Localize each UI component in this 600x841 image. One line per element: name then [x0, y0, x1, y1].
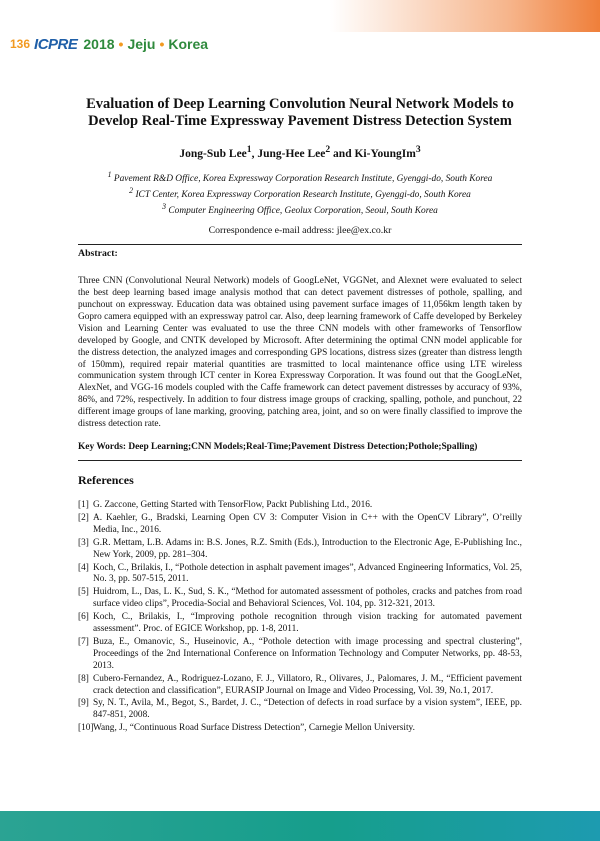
conference-logo: ICPRE	[34, 35, 78, 53]
affiliation-sup: 2	[129, 185, 134, 195]
keywords: Key Words: Deep Learning;CNN Models;Real-Time;Pavement Distress Detection;Pothole;Spalling)	[78, 441, 478, 452]
reference-item	[78, 563, 522, 587]
author-separator: and	[330, 147, 355, 160]
abstract-heading: Abstract:	[78, 248, 118, 260]
reference-number: [1]	[78, 499, 89, 510]
reference-number: [5]	[78, 587, 89, 598]
author-sup: 3	[415, 144, 421, 155]
reference-text: Cubero-Fernandez, A., Rodriguez-Lozano, F. J., Villatoro, R., Olivares, J., Palomares, J. M., “Efficient pavement crack detection and classification”, EURASIP Journal on Image and Video Processing, Vol. 39, No.1, 2017.	[93, 673, 522, 696]
references-heading: References	[78, 472, 134, 487]
reference-item	[78, 513, 522, 537]
reference-text: Buza, E., Omanovic, S., Huseinovic, A., “Pothole detection with image processing and spectral clustering”, Proceedings of the 2nd International Conference on Information Technology and Computer Networks, pp. 48-53, 2013.	[93, 636, 522, 671]
divider	[78, 244, 522, 245]
reference-text: Wang, J., “Continuous Road Surface Distress Detection”, Carnegie Mellon University.	[93, 723, 415, 734]
reference-item	[78, 538, 522, 562]
reference-number: [9]	[78, 698, 89, 709]
author-name: Jong-Sub Lee	[179, 147, 247, 160]
top-decorative-band	[0, 0, 600, 32]
conference-year: 2018	[83, 36, 115, 52]
reference-text: Koch, C., Brilakis, I., “Pothole detection in asphalt pavement images”, Advanced Engineering Informatics, Vol. 25, No. 3, pp. 507-515, 2011.	[93, 562, 522, 585]
author-separator: ,	[251, 147, 258, 160]
reference-item	[78, 674, 522, 698]
reference-text: A. Kaehler, G., Bradski, Learning Open CV 3: Computer Vision in C++ with the OpenCV Library”, O’reilly Media, Inc., 2016.	[93, 512, 522, 535]
reference-number: [2]	[78, 512, 89, 523]
author-list	[78, 144, 522, 160]
author-name: Ki-YoungIm	[354, 147, 416, 160]
paper-title	[78, 96, 522, 130]
affiliation-line	[78, 185, 522, 201]
reference-text: Koch, C., Brilakis, I., “Improving pothole recognition through vision tracking for automated pavement assessment”. Proc. of EGICE Workshop, pp. 1-8, 2011.	[93, 612, 522, 635]
conference-location-2: Korea	[168, 36, 209, 52]
page-number: 136	[10, 37, 31, 51]
reference-number: [4]	[78, 562, 89, 573]
paper-body	[78, 96, 522, 736]
reference-item	[78, 500, 522, 512]
reference-text: Sy, N. T., Avila, M., Begot, S., Bardet, J. C., “Detection of defects in road surface by a vision system”, IEEE, pp. 847-851, 2008.	[93, 698, 522, 721]
reference-number: [8]	[78, 673, 89, 684]
author-sup: 1	[246, 144, 252, 155]
affiliation-text: ICT Center, Korea Expressway Corporation Research Institute, Gyenggi-do, South Korea	[135, 190, 471, 201]
affiliation-sup: 1	[107, 169, 112, 179]
divider	[78, 460, 522, 461]
reference-item	[78, 637, 522, 673]
reference-text: Huidrom, L., Das, L. K., Sud, S. K., “Method for automated assessment of potholes, cracks and patches from road surface video clips”, Procedia-Social and Behavioral Sciences, Vol. 104, pp. 312-321, 2013.	[93, 587, 522, 610]
affiliation-text: Pavement R&D Office, Korea Expressway Corporation Research Institute, Gyenggi-do, South Korea	[113, 173, 493, 184]
reference-text: G. Zaccone, Getting Started with TensorFlow, Packt Publishing Ltd., 2016.	[93, 499, 373, 510]
reference-text: G.R. Mettam, L.B. Adams in: B.S. Jones, R.Z. Smith (Eds.), Introduction to the Electronic Age, E-Publishing Inc., New York, 2009, pp. 281–304.	[93, 537, 522, 560]
affiliation-sup: 3	[162, 202, 167, 212]
author-sup: 2	[325, 144, 331, 155]
reference-item	[78, 587, 522, 611]
reference-item	[78, 612, 522, 636]
bullet-icon: •	[118, 36, 124, 52]
reference-number: [3]	[78, 537, 89, 548]
affiliations	[78, 169, 522, 217]
conference-location-1: Jeju	[127, 36, 156, 52]
title-line-2: Develop Real-Time Expressway Pavement Distress Detection System	[88, 113, 512, 129]
bullet-icon: •	[159, 36, 165, 52]
conference-header	[10, 34, 208, 54]
reference-number: [10]	[78, 723, 94, 734]
correspondence-email: Correspondence e-mail address: jlee@ex.co.kr	[208, 225, 392, 237]
abstract-text: Three CNN (Convolutional Neural Network) models of GoogLeNet, VGGNet, and Alexnet were evaluated to select the best deep learning based image analysis mothod that can detect pavement distresses of pothole, spalling, and punchout on expressway. Education data was obtained using pavement surface images of 11,056km length taken by Gopro camera equipped with an expressway patrol car. Also, deep learning framework of Caffe developed by Berkeley Vision and Learning Center was evaluated to use the three CNN models with other frameworks of Tensorflow developed by Google, and CNTK developed by Microsoft. After determining the optimal CNN model applicable for the distress detection, the analyzed images and corresponding GPS locations, distress sizes (greater than distress length of 150mm), required repair material quantities are trasmitted to local maintenance office using LTE wireless communication system through ICT center in Korea Expressway Corporation. It was found out that the GoogLeNet, AlexNet, and VGG-16 models coupled with the Caffe framework can detect pavement distresses by accuracy of 93%, 86%, and 72%, respectively. In addition to four distress image groups of cracking, spalling, pothole, and punchout, 22 different image groups of lane marking, grooving, patching area, joint, and so on were finally classified to improve the distress detection rate.	[78, 276, 522, 430]
reference-item	[78, 698, 522, 722]
reference-item	[78, 723, 522, 735]
affiliation-line	[78, 201, 522, 217]
reference-number: [7]	[78, 636, 89, 647]
affiliation-line	[78, 169, 522, 185]
bottom-decorative-band	[0, 811, 600, 841]
affiliation-text: Computer Engineering Office, Geolux Corporation, Seoul, South Korea	[168, 206, 438, 217]
reference-number: [6]	[78, 612, 89, 623]
reference-list	[78, 500, 522, 735]
author-name: Jung-Hee Lee	[257, 147, 326, 160]
title-line-1: Evaluation of Deep Learning Convolution Neural Network Models to	[86, 96, 514, 112]
